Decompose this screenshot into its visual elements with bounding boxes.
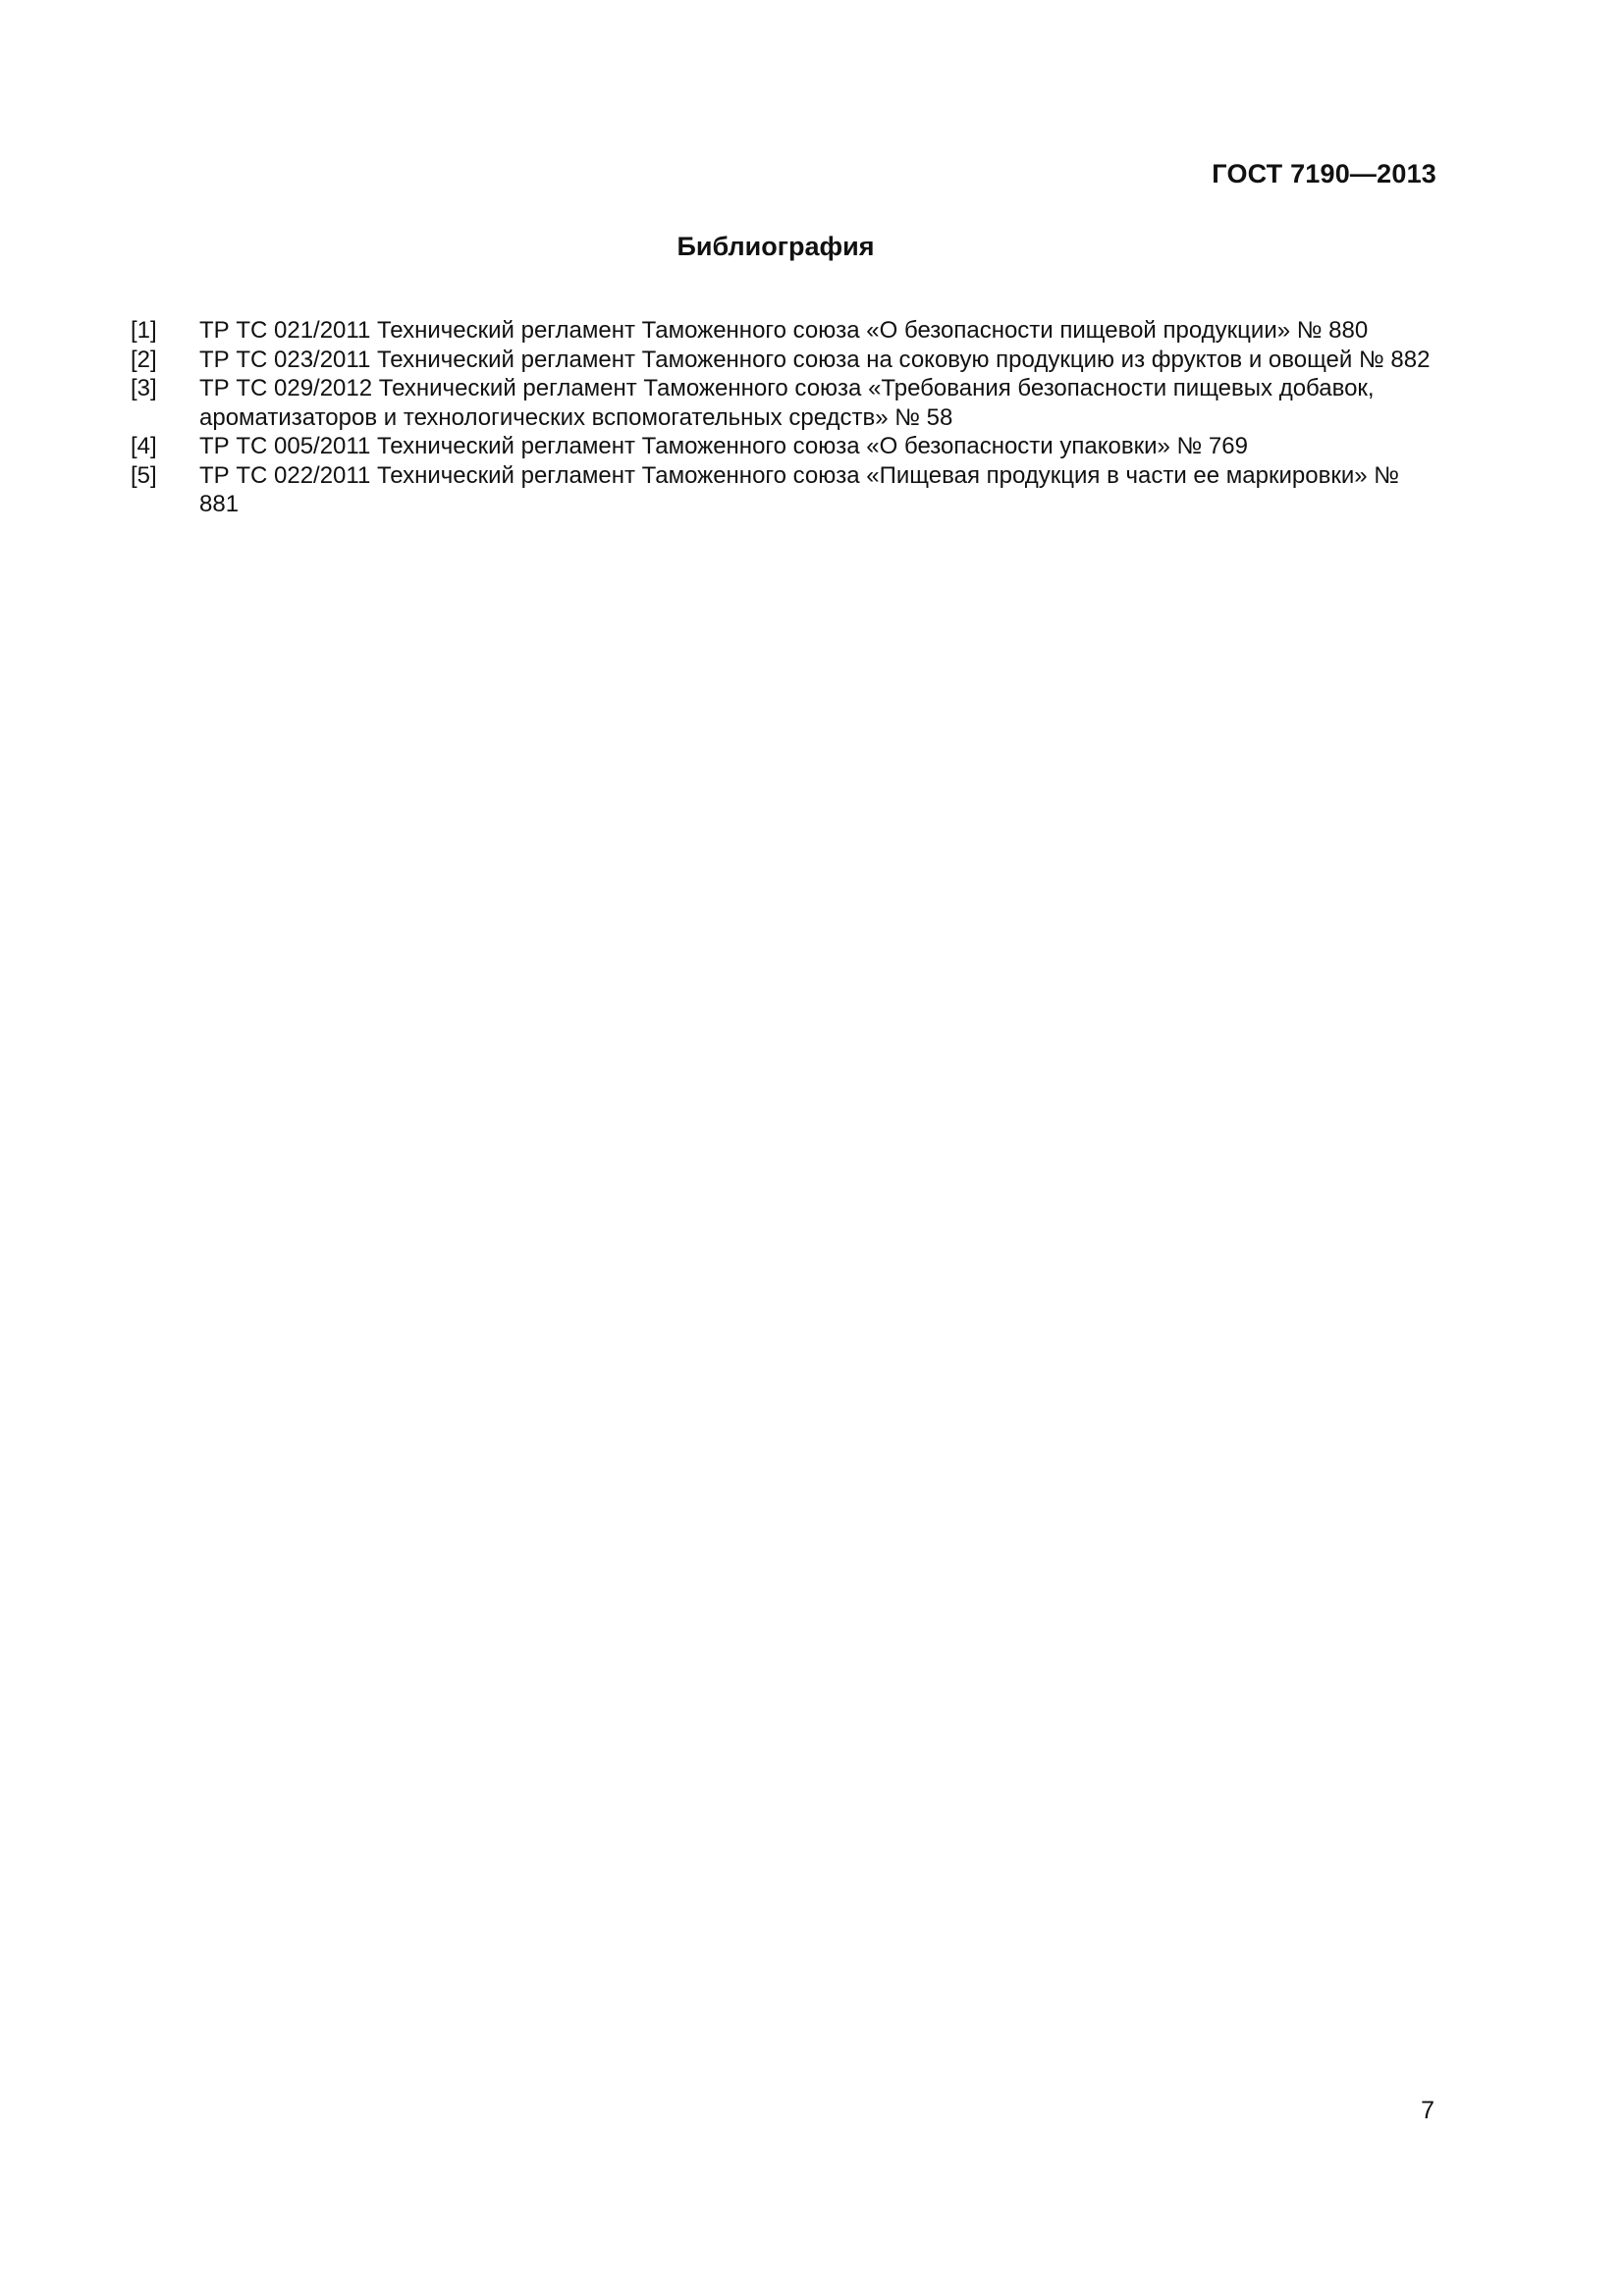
entry-text: ТР ТС 005/2011 Технический регламент Таможенного союза «О безопасности упаковки» № 769 [199,433,1248,459]
entry-text: ТР ТС 029/2012 Технический регламент Таможенного союза «Требования безопасности пищевых добавок, ароматизаторов и технологических вспомогательных средств» № 58 [199,375,1375,431]
bibliography-entry [131,461,1441,519]
bibliography-entry [131,432,1441,461]
entry-text: ТР ТС 021/2011 Технический регламент Таможенного союза «О безопасности пищевой продукции» № 880 [199,317,1369,344]
entry-text: ТР ТС 023/2011 Технический регламент Таможенного союза на соковую продукцию из фруктов и овощей № 882 [199,346,1431,373]
bibliography-entry [131,316,1441,346]
entry-number: [2] [131,346,157,373]
bibliography-list [131,316,1441,519]
bibliography-entry [131,374,1441,432]
entry-number: [5] [131,461,157,489]
entry-number: [4] [131,433,157,459]
document-header: ГОСТ 7190—2013 [1212,159,1436,188]
bibliography-entry [131,346,1441,375]
entry-number: [3] [131,375,157,401]
section-title: Библиография [676,232,875,261]
page-number: 7 [1421,2097,1434,2124]
entry-number: [1] [131,317,157,344]
entry-text: ТР ТС 022/2011 Технический регламент Таможенного союза «Пищевая продукция в части ее маркировки» № 881 [199,461,1400,517]
